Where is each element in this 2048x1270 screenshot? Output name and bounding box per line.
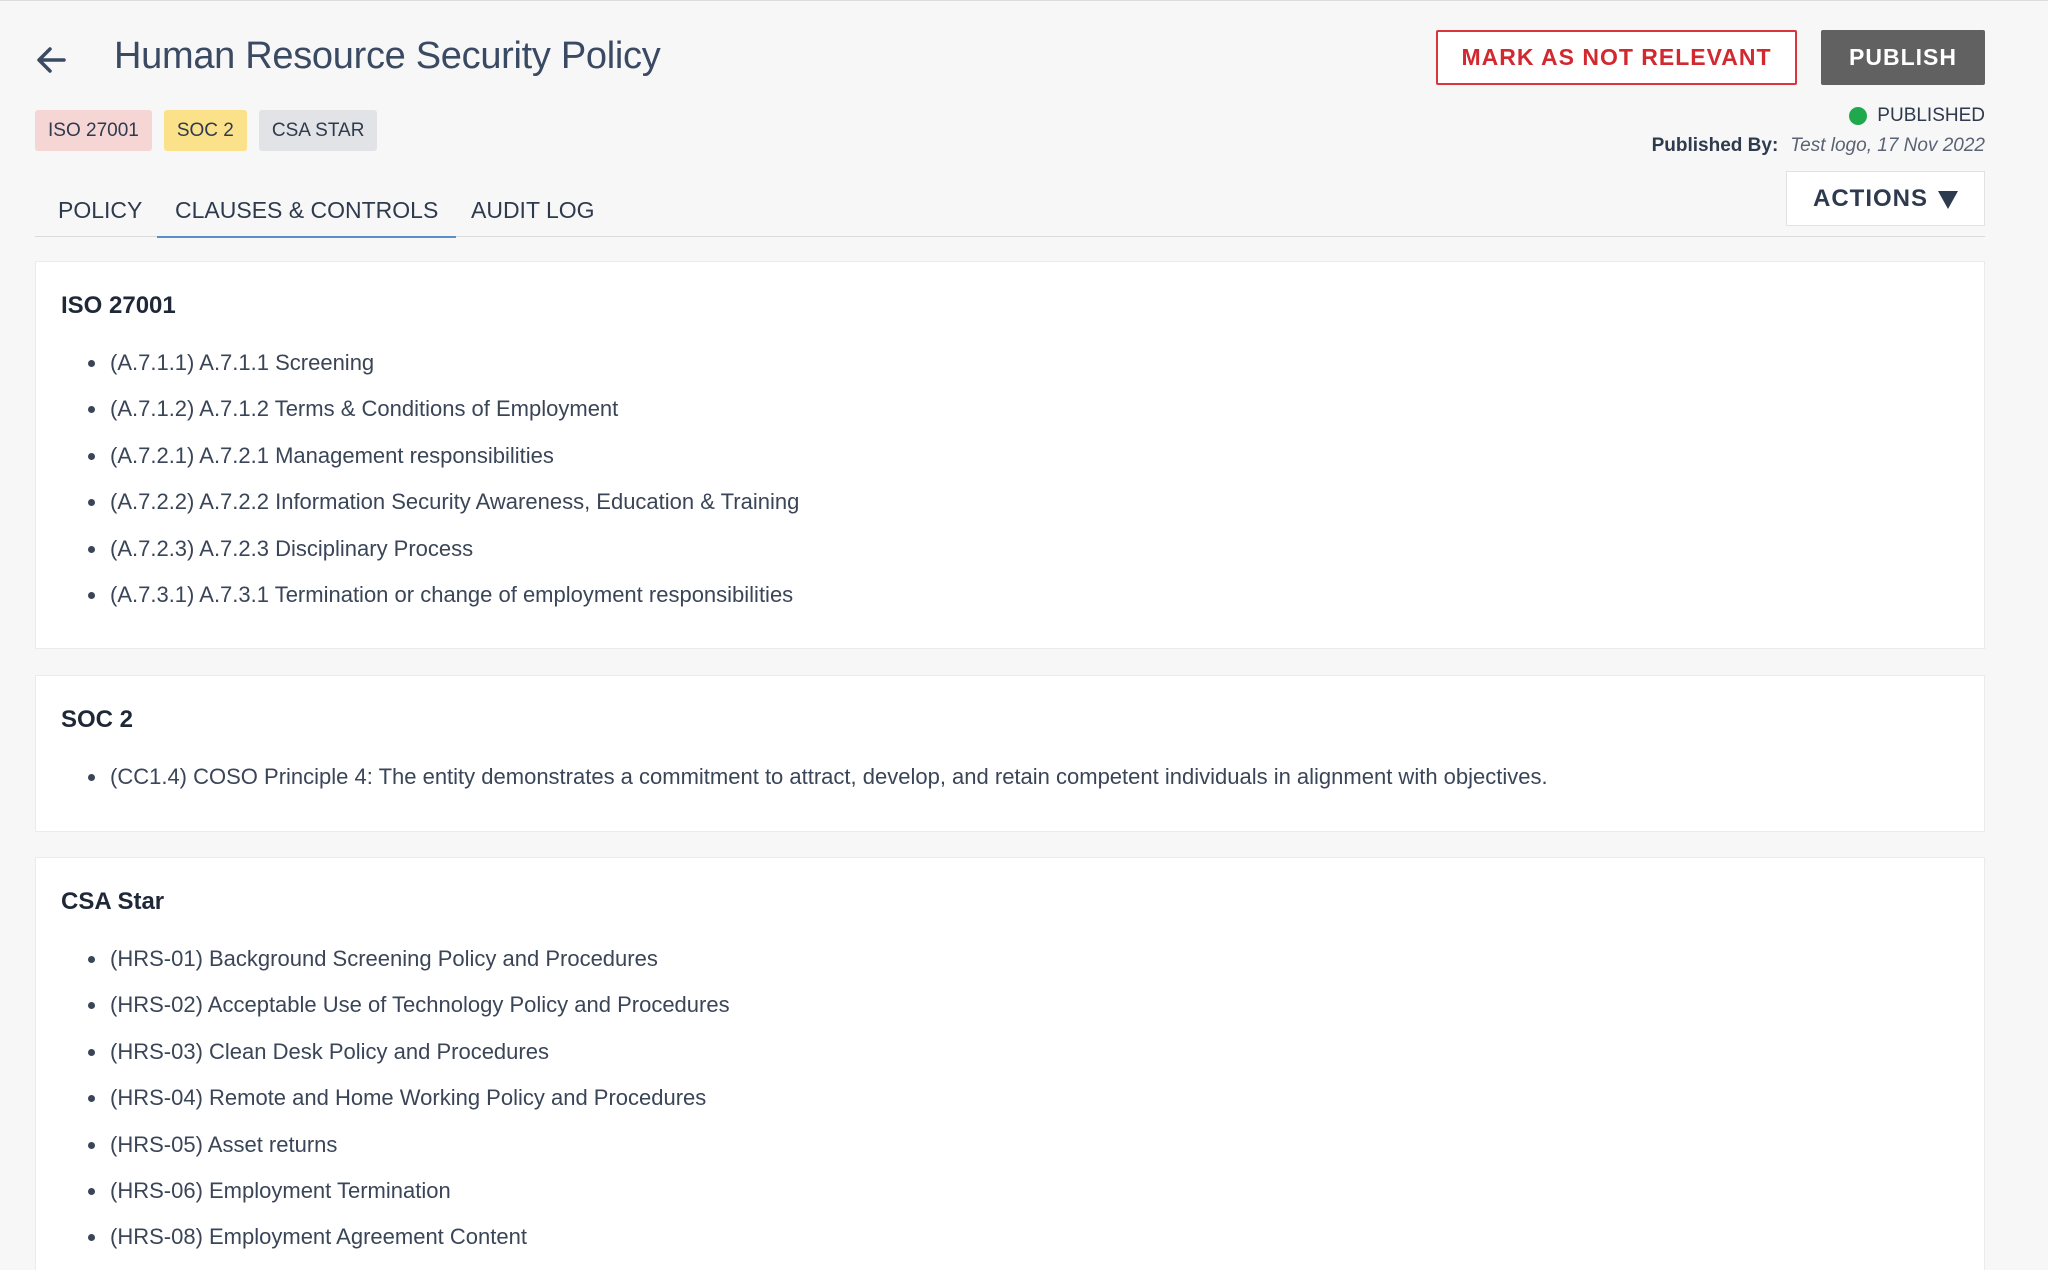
tag-csa-star: CSA STAR [259,110,378,151]
list-item: (A.7.3.1) A.7.3.1 Termination or change of employment responsibilities [88,581,799,627]
clause-list [88,763,1548,809]
status-label: PUBLISHED [1877,105,1985,126]
status-dot-icon [1849,107,1867,125]
published-by [1652,135,1985,157]
list-item: (HRS-04) Remote and Home Working Policy and Procedures [88,1084,730,1130]
list-item: (A.7.1.1) A.7.1.1 Screening [88,349,799,395]
tag-soc-2: SOC 2 [164,110,247,151]
list-item: (A.7.2.3) A.7.2.3 Disciplinary Process [88,535,799,581]
tag-iso-27001: ISO 27001 [35,110,152,151]
tab-policy-label: POLICY [58,197,143,223]
list-item: (A.7.2.1) A.7.2.1 Management responsibilities [88,442,799,488]
tab-policy[interactable] [35,185,164,237]
published-by-value: Test logo, 17 Nov 2022 [1790,135,1985,156]
section-title: SOC 2 [61,706,134,733]
tab-clauses-controls-label: CLAUSES & CONTROLS [175,197,439,223]
actions-dropdown[interactable] [1786,171,1985,226]
actions-label: ACTIONS [1813,184,1928,212]
published-by-label: Published By: [1651,135,1779,156]
list-item: (HRS-01) Background Screening Policy and Procedures [88,945,730,991]
tab-bar [35,171,1985,237]
list-item: (HRS-03) Clean Desk Policy and Procedures [88,1038,730,1084]
list-item: (HRS-08) Employment Agreement Content [88,1223,730,1269]
back-arrow-icon[interactable] [34,43,68,77]
section-title: CSA Star [61,888,165,915]
clause-list [88,349,799,627]
section-iso-27001 [35,261,1985,649]
caret-down-icon [1938,191,1958,209]
list-item: (A.7.1.2) A.7.1.2 Terms & Conditions of Employment [88,395,799,441]
list-item: (HRS-06) Employment Termination [88,1177,730,1223]
section-title: ISO 27001 [61,292,176,319]
list-item: (HRS-05) Asset returns [88,1131,730,1177]
section-soc-2 [35,675,1985,832]
publish-button[interactable]: PUBLISH [1821,30,1985,85]
list-item: (A.7.2.2) A.7.2.2 Information Security Awareness, Education & Training [88,488,799,534]
tab-audit-log[interactable] [453,185,613,237]
section-csa-star [35,857,1985,1270]
page-title: Human Resource Security Policy [114,35,661,77]
status-badge [1849,105,1985,127]
tab-audit-log-label: AUDIT LOG [471,197,595,223]
mark-not-relevant-button[interactable]: MARK AS NOT RELEVANT [1436,30,1797,85]
framework-tags [35,110,377,151]
tab-clauses-controls[interactable] [157,185,456,237]
list-item: (CC1.4) COSO Principle 4: The entity demonstrates a commitment to attract, develop, and retain competent individuals in alignment with objectives. [88,763,1548,809]
clause-list [88,945,730,1270]
list-item: (HRS-02) Acceptable Use of Technology Policy and Procedures [88,991,730,1037]
